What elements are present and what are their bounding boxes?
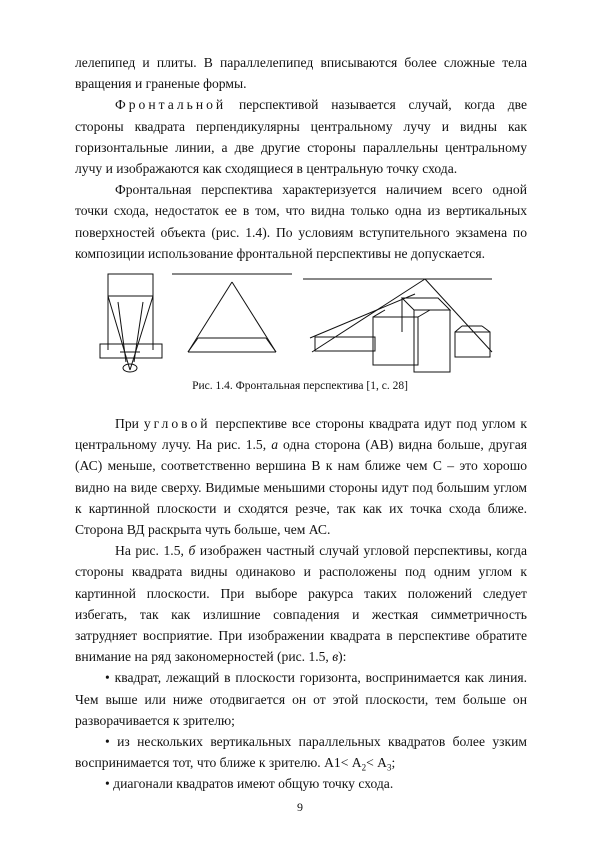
- sketch-blocks: [303, 279, 492, 372]
- italic-letter: в: [332, 649, 339, 665]
- italic-letter: б: [188, 543, 196, 559]
- spaced-term-angular: угловой: [143, 416, 211, 431]
- sketch-cube-projection: [100, 274, 162, 372]
- text-run: ;: [391, 755, 396, 771]
- paragraph-frontal-characteristics: Фронтальная перспектива характеризуется наличием всего одной точки схода, недостаток ее в том, что видна только одна из вертикальных поверхностей объекта (рис. 1.4). По условиям вступительного экзамена по композиции использование фронтальной перспективы не допускается.: [75, 182, 527, 261]
- subscript: 2: [361, 762, 367, 773]
- figure-frontal-perspective: [0, 262, 600, 377]
- text-run: ):: [338, 649, 347, 665]
- text-run: перспективе все стороны квадрата идут под углом к центральному лучу. На рис. 1.5,: [75, 416, 527, 453]
- text-run: изображен частный случай угловой перспективы, когда стороны квадрата видны одинаково и расположены под одним углом к картинной плоскости. При выборе ракурса таких положений следует избегать, так как излишние совпадения и жесткая симметричность затрудняет восприятие. При изображении квадрата в перспективе обратите внимание на ряд закономерностей (рис. 1.5,: [75, 543, 527, 665]
- paragraph-angular-perspective: [75, 413, 527, 540]
- bullet-item-vertical-squares: [75, 731, 527, 773]
- bullet-item-horizon: • квадрат, лежащий в плоскости горизонта, воспринимается как линия. Чем выше или ниже отодвигается он от этой плоскости, тем больше он разворачивается к зрителю;: [75, 670, 527, 728]
- sketch-pyramid: [172, 274, 292, 352]
- figure-caption: Рис. 1.4. Фронтальная перспектива [1, с. 28]: [192, 380, 408, 392]
- paragraph-text: перспективой называется случай, когда две стороны квадрата перпендикулярны центральному лучу и видны как горизонтальные линии, а две другие стороны параллельны центральному лучу и изображаются как сходящиеся в центральную точку схода.: [75, 97, 527, 177]
- spaced-term-frontal: Фронтальной: [115, 97, 227, 113]
- bottom-text: [75, 413, 527, 795]
- bullet-item-diagonals: • диагонали квадратов имеют общую точку схода.: [105, 776, 394, 792]
- italic-letter: а: [271, 437, 278, 453]
- text-run: На рис. 1.5,: [115, 543, 189, 559]
- text-run: При: [115, 416, 144, 431]
- paragraph-frontal-definition: [75, 94, 527, 179]
- paragraph-special-case: [75, 540, 527, 667]
- top-text: [75, 52, 527, 264]
- text-run: < А: [366, 755, 387, 771]
- subscript: 3: [386, 762, 392, 773]
- page-number: 9: [297, 800, 303, 814]
- text-run: • из нескольких вертикальных параллельных квадратов более узким воспринимается тот, что ближе к зрителю. А1< А: [75, 734, 527, 771]
- paragraph-continuation: лелепипед и плиты. В параллелепипед вписываются более сложные тела вращения и граненые формы.: [75, 55, 527, 92]
- text-run: одна сторона (АВ) видна больше, другая (АС) меньше, соответственно вершина В к нам ближе чем С – это хорошо видно на виде сверху. Видимые меньшими стороны идут под большим углом к картинной плоскости и сходятся резче, так как их точка схода ближе. Сторона ВД раскрыта чуть больше, чем АС.: [75, 437, 527, 538]
